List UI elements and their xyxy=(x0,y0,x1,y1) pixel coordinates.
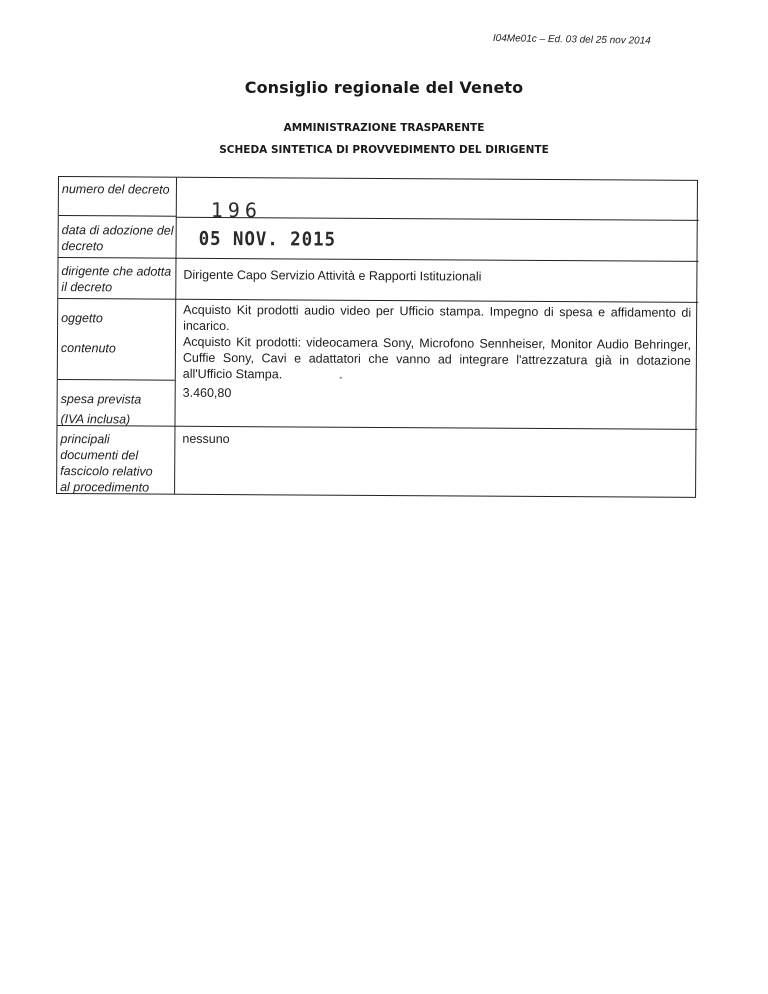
label-numero-decreto: numero del decreto xyxy=(61,182,170,197)
decree-date-stamp: 05 NOV. 2015 xyxy=(198,227,337,251)
label-data-adozione: data di adozione del decreto xyxy=(61,223,174,254)
document-title: Consiglio regionale del Veneto xyxy=(244,78,524,97)
label-dirigente: dirigente che adotta il decreto xyxy=(61,264,172,295)
value-contenuto: Acquisto Kit prodotti: videocamera Sony, Microfono Sennheiser, Monitor Audio Behringer, Cuffie Sony, Cavi e adattatori che vanno ad integrare l'attrezzatura già in dotazione all'Ufficio Stampa. xyxy=(182,334,692,382)
decree-summary-table xyxy=(56,176,698,498)
form-title: SCHEDA SINTETICA DI PROVVEDIMENTO DEL DIRIGENTE xyxy=(219,144,549,156)
column-divider xyxy=(174,178,177,494)
label-documenti: principali documenti del fascicolo relativo al procedimento xyxy=(60,432,153,495)
label-oggetto: oggetto xyxy=(61,311,103,326)
decree-number-stamp: 196 xyxy=(210,197,262,223)
section-title: AMMINISTRAZIONE TRASPARENTE xyxy=(283,122,485,134)
label-spesa-prevista: spesa prevista (IVA inclusa) xyxy=(60,392,142,427)
row-divider xyxy=(58,257,698,262)
value-documenti: nessuno xyxy=(182,431,230,447)
value-oggetto: Acquisto Kit prodotti audio video per Ufficio stampa. Impegno di spesa e affidamento di incarico. xyxy=(183,302,692,334)
value-dirigente: Dirigente Capo Servizio Attività e Rapporti Istituzionali xyxy=(183,267,482,284)
row-divider xyxy=(59,215,176,217)
document-reference: I04Me01c – Ed. 03 del 25 nov 2014 xyxy=(492,33,651,47)
value-spesa: 3.460,80 xyxy=(182,385,232,401)
speck-mark xyxy=(340,377,342,379)
label-contenuto: contenuto xyxy=(60,341,116,356)
row-divider xyxy=(58,379,175,381)
